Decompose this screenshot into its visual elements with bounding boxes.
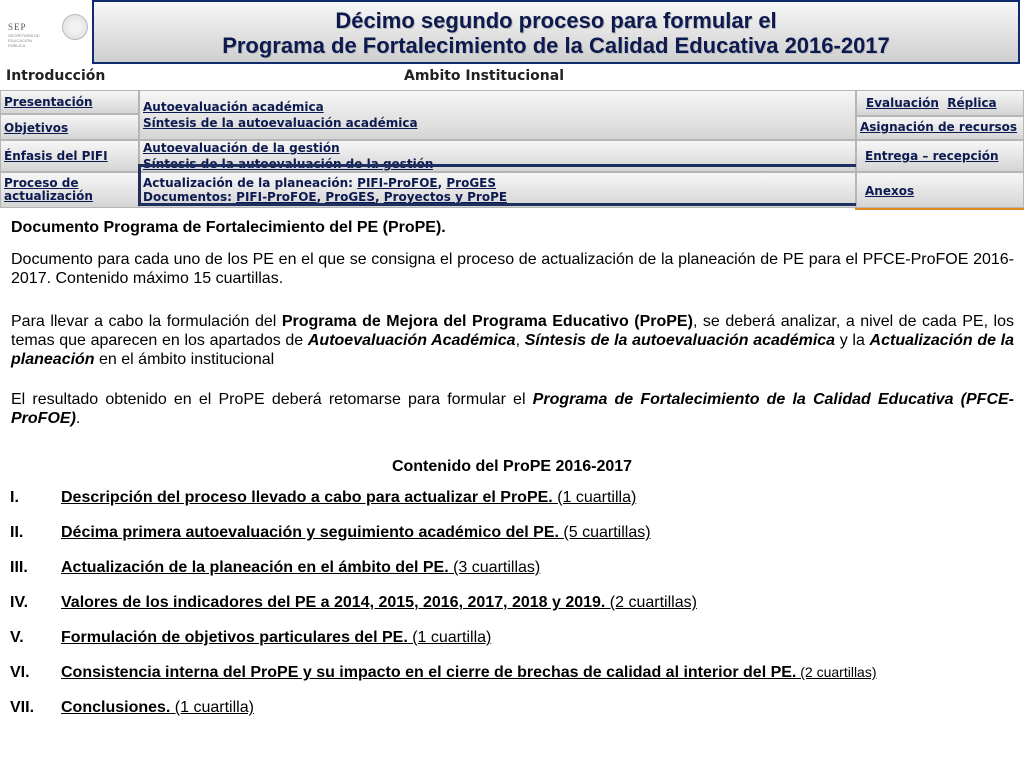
mid-row-academica xyxy=(139,90,856,140)
nav-evaluacion-replica xyxy=(856,90,1024,116)
list-item: VI. Consistencia interna del ProPE y su impacto en el cierre de brechas de calidad al interior del PE. (2 cuartillas) xyxy=(10,664,877,681)
link-doc-proges[interactable]: ProGES xyxy=(325,190,376,203)
list-item: VII. Conclusiones. (1 cuartilla) xyxy=(10,699,254,716)
page-title-line2: Programa de Fortalecimiento de la Calidad Educativa 2016-2017 xyxy=(222,33,890,58)
link-pifi-profoe[interactable]: PIFI-ProFOE xyxy=(357,176,438,190)
documentos-links: Documentos: PIFI-ProFOE, ProGES, Proyectos y ProPE xyxy=(143,190,508,203)
paragraph-formulation: Para llevar a cabo la formulación del Programa de Mejora del Programa Educativo (ProPE), se deberá analizar, a nivel de cada PE, los temas que aparecen en los apartados de Autoevaluación Académica, Síntesis de la autoevaluación académica y la Actualización de la planeación en el ámbito institucional xyxy=(11,313,1015,368)
orange-accent-line xyxy=(855,208,1024,210)
link-proges[interactable]: ProGES xyxy=(446,176,497,190)
planeacion-links: Actualización de la planeación: PIFI-ProFOE, ProGES xyxy=(143,176,497,190)
link-sintesis-academica[interactable]: Síntesis de la autoevaluación académica xyxy=(143,116,418,130)
paragraph-result: El resultado obtenido en el ProPE deberá retomarse para formular el Programa de Fortalecimiento de la Calidad Educativa (PFCE-ProFOE). xyxy=(11,391,1014,427)
list-item: II. Décima primera autoevaluación y seguimiento académico del PE. (5 cuartillas) xyxy=(10,524,651,541)
nav-enfasis-pifi[interactable]: Énfasis del PIFI xyxy=(0,140,139,172)
sep-logo-text: SEP xyxy=(8,22,27,32)
link-evaluacion[interactable]: Evaluación xyxy=(866,96,939,110)
list-item: V. Formulación de objetivos particulares del PE. (1 cuartilla) xyxy=(10,629,492,646)
title-banner xyxy=(92,0,1020,64)
sep-logo-subtext: SECRETARÍA DE EDUCACIÓN PÚBLICA xyxy=(8,33,40,48)
nav-anexos[interactable]: Anexos xyxy=(856,172,1024,208)
contents-title: Contenido del ProPE 2016-2017 xyxy=(391,458,633,475)
link-sintesis-gestion[interactable]: Síntesis de la autoevaluación de la gestión xyxy=(143,157,434,171)
header xyxy=(0,0,1024,68)
nav-objetivos[interactable]: Objetivos xyxy=(0,114,139,140)
navigation-grid xyxy=(0,68,1024,210)
sep-logo xyxy=(0,0,90,64)
document-title: Documento Programa de Fortalecimiento del PE (ProPE). xyxy=(11,219,446,236)
link-autoevaluacion-gestion[interactable]: Autoevaluación de la gestión xyxy=(143,141,340,155)
nav-proceso-actualizacion[interactable]: Proceso de actualización xyxy=(0,172,139,208)
nav-asignacion-recursos[interactable]: Asignación de recursos xyxy=(856,116,1024,140)
nav-entrega-recepcion[interactable]: Entrega – recepción xyxy=(856,140,1024,172)
link-doc-pifi-profoe[interactable]: PIFI-ProFOE xyxy=(236,190,317,203)
list-item: I. Descripción del proceso llevado a cabo para actualizar el ProPE. (1 cuartilla) xyxy=(10,489,637,506)
nav-presentacion[interactable]: Presentación xyxy=(0,90,139,114)
ambito-label: Ambito Institucional xyxy=(404,68,565,84)
link-doc-proyectos-prope[interactable]: Proyectos y ProPE xyxy=(383,190,508,203)
list-item: III. Actualización de la planeación en el ámbito del PE. (3 cuartillas) xyxy=(10,559,541,576)
list-item: IV. Valores de los indicadores del PE a 2014, 2015, 2016, 2017, 2018 y 2019. (2 cuartillas) xyxy=(10,594,697,611)
paragraph-description: Documento para cada uno de los PE en el que se consigna el proceso de actualización de la planeación de PE para el PFCE-ProFOE 2016-2017. Contenido máximo 15 cuartillas. xyxy=(11,251,1014,287)
link-replica[interactable]: Réplica xyxy=(947,96,997,110)
national-seal-icon xyxy=(62,14,88,40)
active-selection-frame xyxy=(138,164,860,206)
intro-label: Introducción xyxy=(6,68,106,84)
page-title-line1: Décimo segundo proceso para formular el xyxy=(335,8,777,33)
contents-list xyxy=(10,488,1020,733)
link-autoevaluacion-academica[interactable]: Autoevaluación académica xyxy=(143,100,324,114)
